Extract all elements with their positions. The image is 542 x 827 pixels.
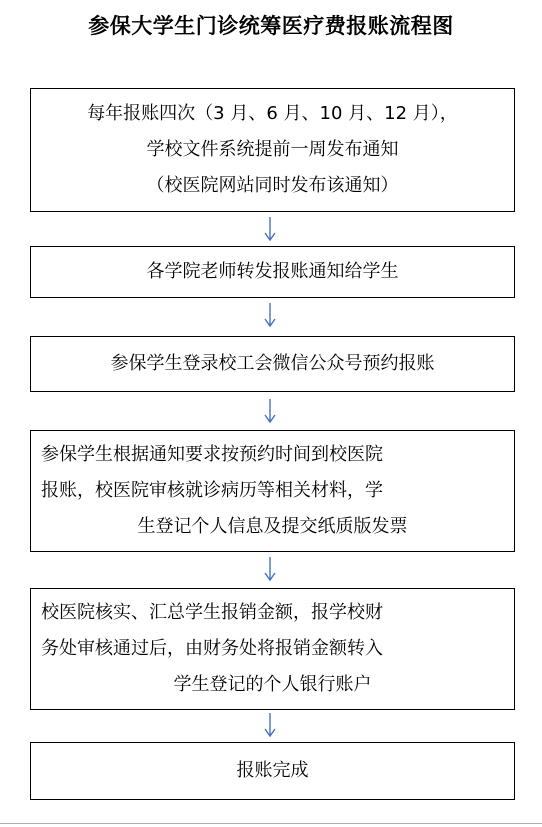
step-5-line-2: 务处审核通过后，由财务处将报销金额转入 <box>41 638 383 659</box>
step-4-box <box>30 430 515 552</box>
arrow-down-icon <box>262 398 278 424</box>
step-1-box <box>30 88 515 212</box>
step-3-line-1: 参保学生登录校工会微信公众号预约报账 <box>110 353 435 374</box>
arrow-down-icon <box>262 216 278 242</box>
step-4-line-2: 报账，校医院审核就诊病历等相关材料，学 <box>41 480 383 501</box>
step-3-box <box>30 336 515 392</box>
step-6-box <box>30 742 515 800</box>
step-5-line-3: 学生登记的个人银行账户 <box>173 674 372 695</box>
bottom-divider <box>0 823 542 824</box>
step-1-line-1: 每年报账四次（3 月、6 月、10 月、12 月）， <box>87 103 458 124</box>
arrow-down-icon <box>262 302 278 328</box>
page-title: 参保大学生门诊统筹医疗费报账流程图 <box>88 14 454 38</box>
step-1-line-2: 学校文件系统提前一周发布通知 <box>146 139 399 160</box>
step-4-line-3: 生登记个人信息及提交纸质版发票 <box>137 516 408 537</box>
arrow-down-icon <box>262 556 278 582</box>
step-6-line-1: 报账完成 <box>236 760 309 781</box>
step-5-box <box>30 588 515 710</box>
step-4-line-1: 参保学生根据通知要求按预约时间到校医院 <box>41 444 383 465</box>
step-1-line-3: （校医院网站同时发布该通知） <box>146 175 399 196</box>
step-2-line-1: 各学院老师转发报账通知给学生 <box>146 261 399 282</box>
step-5-line-1: 校医院核实、汇总学生报销金额，报学校财 <box>41 602 383 623</box>
step-2-box <box>30 246 515 298</box>
arrow-down-icon <box>262 712 278 738</box>
